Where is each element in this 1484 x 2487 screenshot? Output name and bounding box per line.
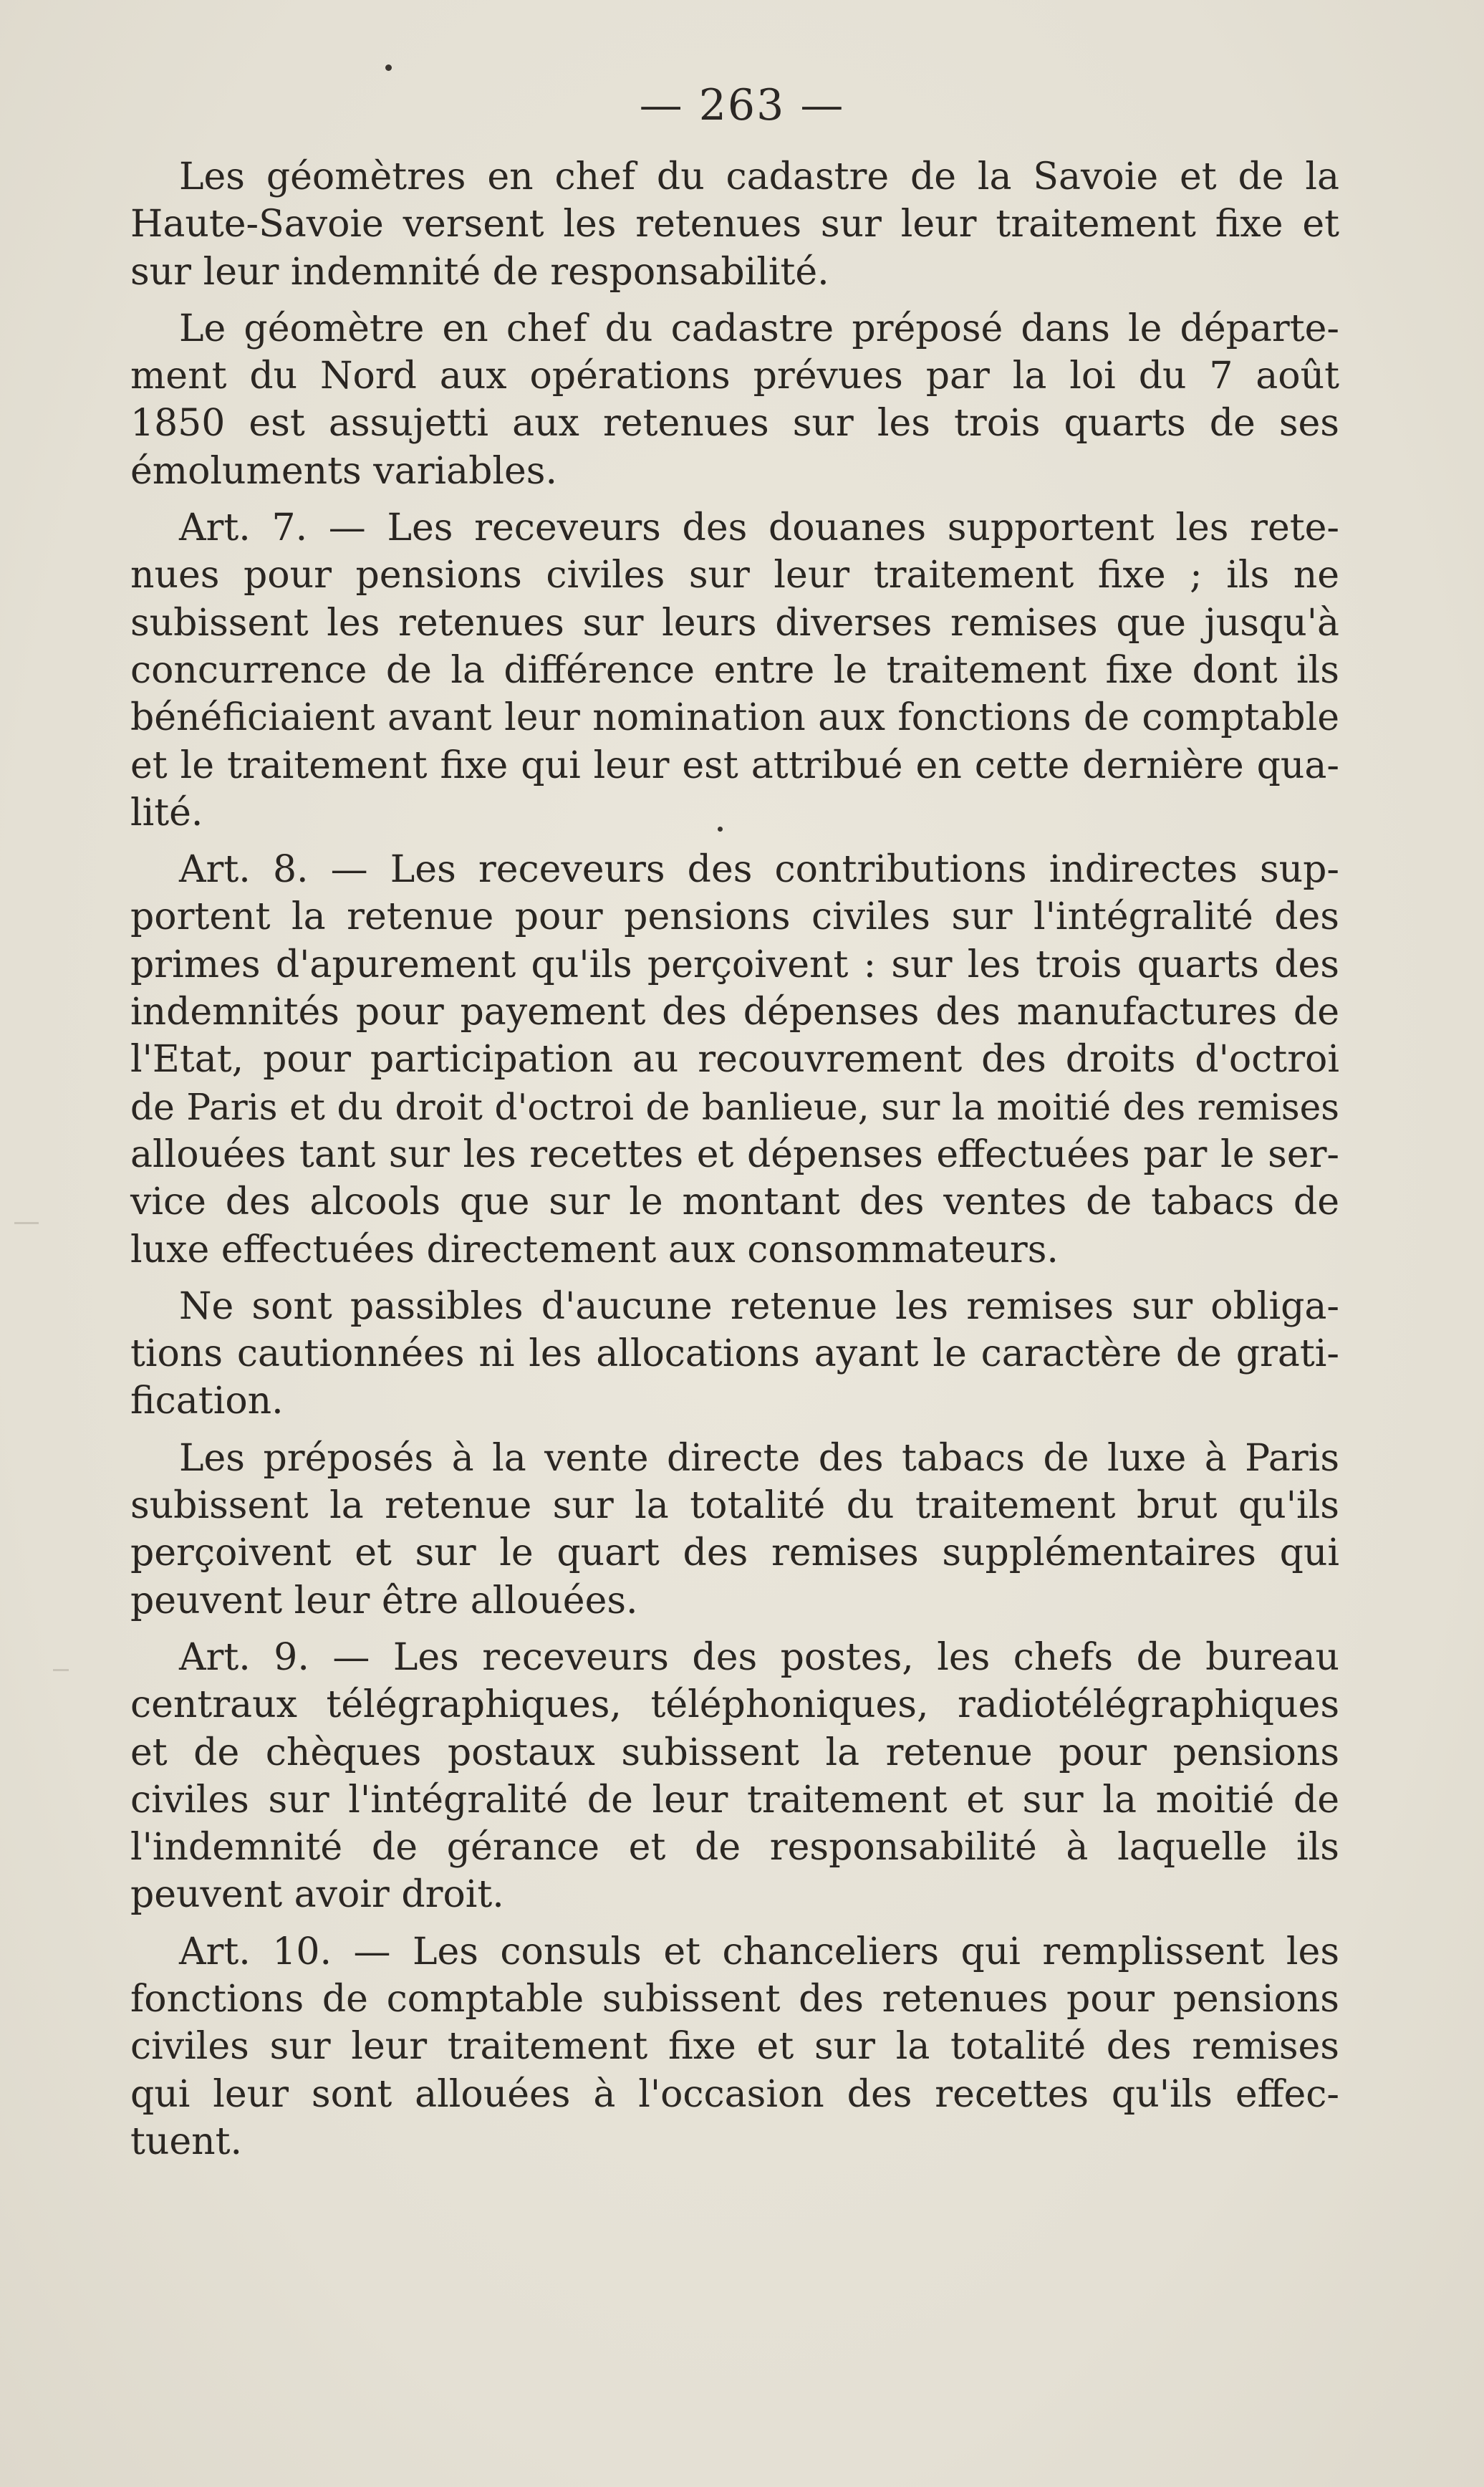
text-line: subissent la retenue sur la totalité du traitement brut qu'ils: [130, 1484, 1339, 1528]
text-line: civiles sur l'intégralité de leur traitement et sur la moitié de: [130, 1778, 1339, 1822]
paragraph: [130, 153, 1339, 296]
text-line: peuvent avoir droit.: [130, 1873, 504, 1917]
paragraph: [130, 1928, 1339, 2165]
margin-mark: [53, 1669, 69, 1671]
paragraph: [130, 1634, 1339, 1919]
text-line: bénéficiaient avant leur nomination aux fonctions de comptable: [130, 696, 1339, 740]
text-line: perçoivent et sur le quart des remises supplémentaires qui: [130, 1531, 1339, 1575]
text-line: allouées tant sur les recettes et dépenses effectuées par le ser-: [130, 1132, 1339, 1176]
text-line: luxe effectuées directement aux consommateurs.: [130, 1228, 1059, 1271]
text-line: indemnités pour payement des dépenses des manufactures de: [130, 991, 1339, 1034]
paragraph: [130, 504, 1339, 837]
body-text: [130, 153, 1339, 2175]
text-line: Art. 9. — Les receveurs des postes, les chefs de bureau: [179, 1635, 1339, 1679]
text-line: subissent les retenues sur leurs diverses remises que jusqu'à: [130, 601, 1339, 645]
text-line: nues pour pensions civiles sur leur traitement fixe ; ils ne: [130, 554, 1339, 597]
text-line: l'indemnité de gérance et de responsabilité à laquelle ils: [130, 1826, 1339, 1870]
text-line: et de chèques postaux subissent la retenue pour pensions: [130, 1731, 1339, 1774]
text-line: Ne sont passibles d'aucune retenue les remises sur obliga-: [179, 1284, 1339, 1328]
text-line: Le géomètre en chef du cadastre préposé dans le départe-: [179, 307, 1339, 350]
text-line: fonctions de comptable subissent des retenues pour pensions: [130, 1977, 1339, 2021]
text-line: Haute-Savoie versent les retenues sur leur traitement fixe et: [130, 203, 1339, 246]
text-line: Les géomètres en chef du cadastre de la Savoie et de la: [179, 155, 1339, 198]
text-line: 1850 est assujetti aux retenues sur les trois quarts de ses: [130, 402, 1339, 446]
text-line: tuent.: [130, 2120, 243, 2163]
text-line: centraux télégraphiques, téléphoniques, radiotélégraphiques: [130, 1683, 1339, 1727]
text-line: Les préposés à la vente directe des tabacs de luxe à Paris: [179, 1436, 1339, 1480]
text-line: qui leur sont allouées à l'occasion des recettes qu'ils effec-: [130, 2072, 1339, 2116]
text-line: tions cautionnées ni les allocations ayant le caractère de grati-: [130, 1332, 1339, 1376]
text-line: fication.: [130, 1380, 284, 1423]
text-line: vice des alcools que sur le montant des ventes de tabacs de: [130, 1180, 1339, 1224]
text-line: sur leur indemnité de responsabilité.: [130, 250, 829, 294]
paragraph: [130, 846, 1339, 1274]
text-line: de Paris et du droit d'octroi de banlieue, sur la moitié des remises: [130, 1085, 1339, 1128]
text-line: peuvent leur être allouées.: [130, 1579, 638, 1622]
margin-mark: [14, 1222, 39, 1224]
text-line: et le traitement fixe qui leur est attribué en cette dernière qua-: [130, 744, 1339, 787]
paragraph: [130, 305, 1339, 495]
paragraph: [130, 1435, 1339, 1625]
page-number: — 263 —: [639, 80, 845, 130]
text-line: civiles sur leur traitement fixe et sur la totalité des remises: [130, 2025, 1339, 2069]
text-line: lité.: [130, 791, 203, 834]
text-line: l'Etat, pour participation au recouvrement des droits d'octroi: [130, 1038, 1339, 1082]
text-line: concurrence de la différence entre le traitement fixe dont ils: [130, 648, 1339, 692]
ink-speck: [385, 64, 392, 71]
text-line: Art. 7. — Les receveurs des douanes supportent les rete-: [179, 506, 1339, 550]
text-line: Art. 8. — Les receveurs des contributions indirectes sup-: [179, 848, 1339, 892]
text-line: émoluments variables.: [130, 449, 557, 493]
text-line: portent la retenue pour pensions civiles sur l'intégralité des: [130, 895, 1339, 939]
text-line: primes d'apurement qu'ils perçoivent : sur les trois quarts des: [130, 943, 1339, 986]
text-line: Art. 10. — Les consuls et chanceliers qui remplissent les: [179, 1930, 1339, 1973]
paragraph: [130, 1283, 1339, 1425]
text-line: ment du Nord aux opérations prévues par la loi du 7 août: [130, 355, 1339, 398]
